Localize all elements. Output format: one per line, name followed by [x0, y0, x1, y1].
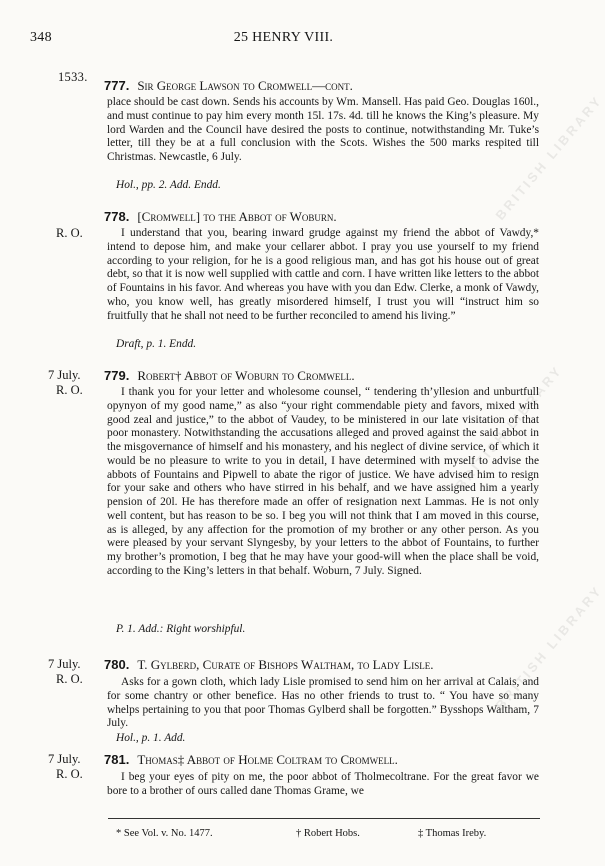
entry-body: I beg your eyes of pity on me, the poor abbot of Tholmecoltrane. For the great favor we bore to a brother of ours called dane Thomas Grame, we	[107, 771, 539, 797]
margin-source: R. O.	[56, 672, 83, 686]
entry-body: I understand that you, bearing inward grudge against my friend the abbot of Vawdy,* intend to depose him, and make your cellarer abbot. I pray you use yourself to my friend according to your religion, for he is a good religious man, and has got his house out of great debt, so that it is now well supplied with cattle and corn. I have written like letters to the abbot of Fountains in his favor. And whereas you have with you dan Edw. Clerke, a monk of Vawdy, who, you know well, has greatly misordered himself, I trust you will “instruct him so fruitfully that he shall not need to be further reconciled to amend his living.”	[107, 227, 539, 322]
footnote: † Robert Hobs.	[296, 828, 360, 839]
entry-margin	[48, 657, 96, 687]
margin-date: 7 July.	[48, 368, 81, 382]
entry-heading	[104, 752, 398, 768]
entry-number: 780.	[104, 657, 130, 672]
margin-source: R. O.	[56, 226, 83, 240]
entry-body: Asks for a gown cloth, which lady Lisle promised to send him on her arrival at Calais, and for some chantry or other benefice. Has no other friends to trust to. “ You have so many whelps pertaining to you that poor Thomas Gylberd shall be forgotten.” Bysshops Waltham, 7 July.	[107, 676, 539, 730]
entry-margin	[48, 368, 96, 398]
entry-title: Thomas‡ Abbot of Holme Coltram to Cromwell.	[137, 752, 398, 767]
footnote: ‡ Thomas Ireby.	[418, 828, 487, 839]
entry-note: Hol., pp. 2. Add. Endd.	[116, 179, 221, 191]
running-title: 25 HENRY VIII.	[233, 30, 334, 45]
entry-note: P. 1. Add.: Right worshipful.	[116, 623, 246, 635]
margin-date: 7 July.	[48, 752, 81, 766]
entry-body: place should be cast down. Sends his accounts by Wm. Mansell. Has paid Geo. Douglas 160l., and must continue to pay him every month 15l. 17s. 4d. till he knows the King’s pleasure. My lord Warden and the Council have desired the posts to continue, notwithstanding Mr. Tuke’s letter, till they be at a full conclusion with the Scots. Wishes the 500 marks respited till Christmas. Newcastle, 6 July.	[107, 96, 539, 163]
entry-note: Hol., p. 1. Add.	[116, 732, 186, 744]
entry-body: I thank you for your letter and wholesome counsel, “ tendering th’yllesion and unburtfull opynyon of my good name,” as also “your right commendable piety and favors, mixed with good zeal and justice,” to the abbot of Vaudey, to be ministered in our late visitation of that poor monastery. Notwithstanding the accusations alleged and proved against the said abbot in the misgovernance of himself and his monastery, and his neglect of divine service, of which it would be no pleasure to write to you in detail, I have determined with myself to advise the abbots of Fountains and Pipwell to abate the rigor of justice. We have advised him to resign for your sake and others who have stirred in his behalf, and we have assigned him a yearly pension of 20l. He has therefore made an offer of resignation next Lammas. He is not only well content, but has reason to be so. I beg you will not think that I am moved in this course, as is alleged, by any affection for the promotion of my brother or any other person. As you were pleased by your servant Slyngesby, by your letters to the abbot of Fountains, to further my brother’s promotion, I beg that he may have your good-will when the place shall be void, according to the King’s letters in that behalf. Woburn, 7 July. Signed.	[107, 386, 539, 577]
entry-heading	[104, 78, 353, 94]
entry-number: 778.	[104, 209, 130, 224]
entry-title: [Cromwell] to the Abbot of Woburn.	[137, 209, 337, 224]
page-number: 348	[30, 30, 52, 45]
year-marker: 1533.	[58, 70, 88, 84]
entry-margin	[48, 752, 96, 782]
entry-number: 781.	[104, 752, 130, 767]
entry-title: Sir George Lawson to Cromwell—cont.	[137, 78, 353, 93]
entry-title: T. Gylberd, Curate of Bishops Waltham, to Lady Lisle.	[137, 657, 434, 672]
library-stamp-watermark: BRITISH LIBRARY	[492, 92, 605, 223]
library-stamp-watermark: BRITISH LIBRARY	[452, 362, 566, 493]
footnote: * See Vol. v. No. 1477.	[116, 828, 213, 839]
entry-note: Draft, p. 1. Endd.	[116, 338, 197, 350]
entry-margin	[48, 226, 96, 241]
entry-heading	[104, 209, 337, 225]
margin-source: R. O.	[56, 383, 83, 397]
entry-heading	[104, 368, 355, 384]
library-stamp-watermark: BRITISH LIBRARY	[492, 582, 605, 713]
entry-heading	[104, 657, 433, 673]
margin-date: 7 July.	[48, 657, 81, 671]
entry-number: 777.	[104, 78, 130, 93]
footnote-rule	[108, 818, 540, 819]
entry-number: 779.	[104, 368, 130, 383]
entry-title: Robert† Abbot of Woburn to Cromwell.	[137, 368, 355, 383]
margin-source: R. O.	[56, 767, 83, 781]
